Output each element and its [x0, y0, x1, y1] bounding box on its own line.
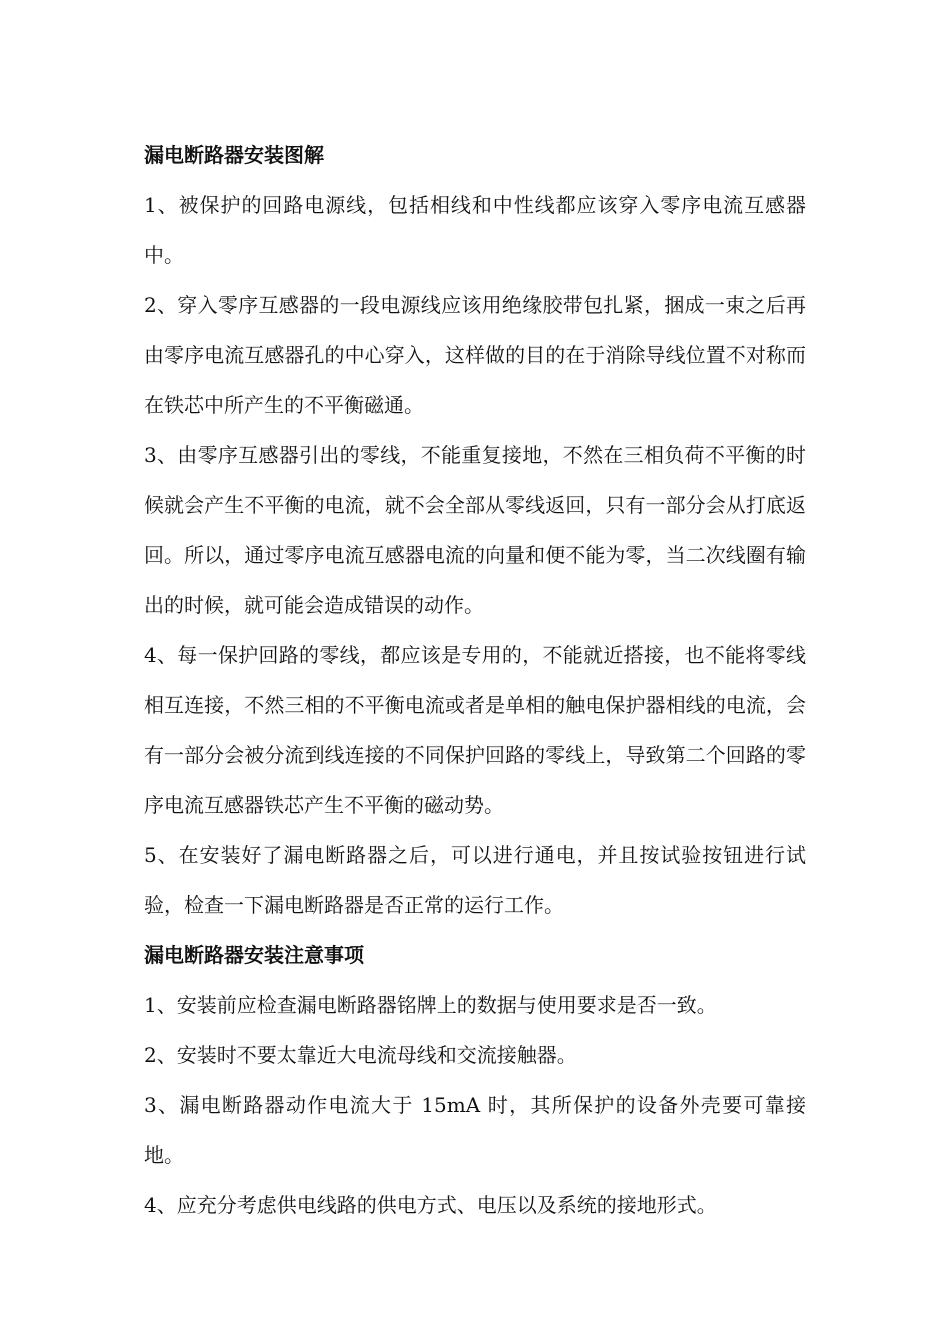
section-title-installation-diagram: 漏电断路器安装图解: [144, 143, 324, 167]
paragraph-1-2: 2、穿入零序互感器的一段电源线应该用绝缘胶带包扎紧，捆成一束之后再由零序电流互感器孔的中心穿入，这样做的目的在于消除导线位置不对称而在铁芯中所产生的不平衡磁通。: [144, 293, 806, 417]
paragraph-2-2: 2、安装时不要太靠近大电流母线和交流接触器。: [144, 1043, 577, 1067]
document-page: [144, 130, 806, 1230]
paragraph-1-1: 1、被保护的回路电源线，包括相线和中性线都应该穿入零序电流互感器中。: [144, 193, 806, 267]
paragraph-1-3: 3、由零序互感器引出的零线，不能重复接地，不然在三相负荷不平衡的时候就会产生不平衡的电流，就不会全部从零线返回，只有一部分会从打底返回。所以，通过零序电流互感器电流的向量和便不能为零，当二次线圈有输出的时候，就可能会造成错误的动作。: [144, 443, 806, 617]
paragraph-1-5: 5、在安装好了漏电断路器之后，可以进行通电，并且按试验按钮进行试验，检查一下漏电断路器是否正常的运行工作。: [144, 843, 806, 917]
paragraph-2-3: 3、漏电断路器动作电流大于 15mA 时，其所保护的设备外壳要可靠接地。: [144, 1093, 806, 1167]
paragraph-2-4: 4、应充分考虑供电线路的供电方式、电压以及系统的接地形式。: [144, 1193, 717, 1217]
paragraph-1-4: 4、每一保护回路的零线，都应该是专用的，不能就近搭接，也不能将零线相互连接，不然三相的不平衡电流或者是单相的触电保护器相线的电流，会有一部分会被分流到线连接的不同保护回路的零线上，导致第二个回路的零序电流互感器铁芯产生不平衡的磁动势。: [144, 643, 806, 817]
paragraph-2-1: 1、安装前应检查漏电断路器铭牌上的数据与使用要求是否一致。: [144, 993, 717, 1017]
section-title-installation-notes: 漏电断路器安装注意事项: [144, 943, 364, 967]
